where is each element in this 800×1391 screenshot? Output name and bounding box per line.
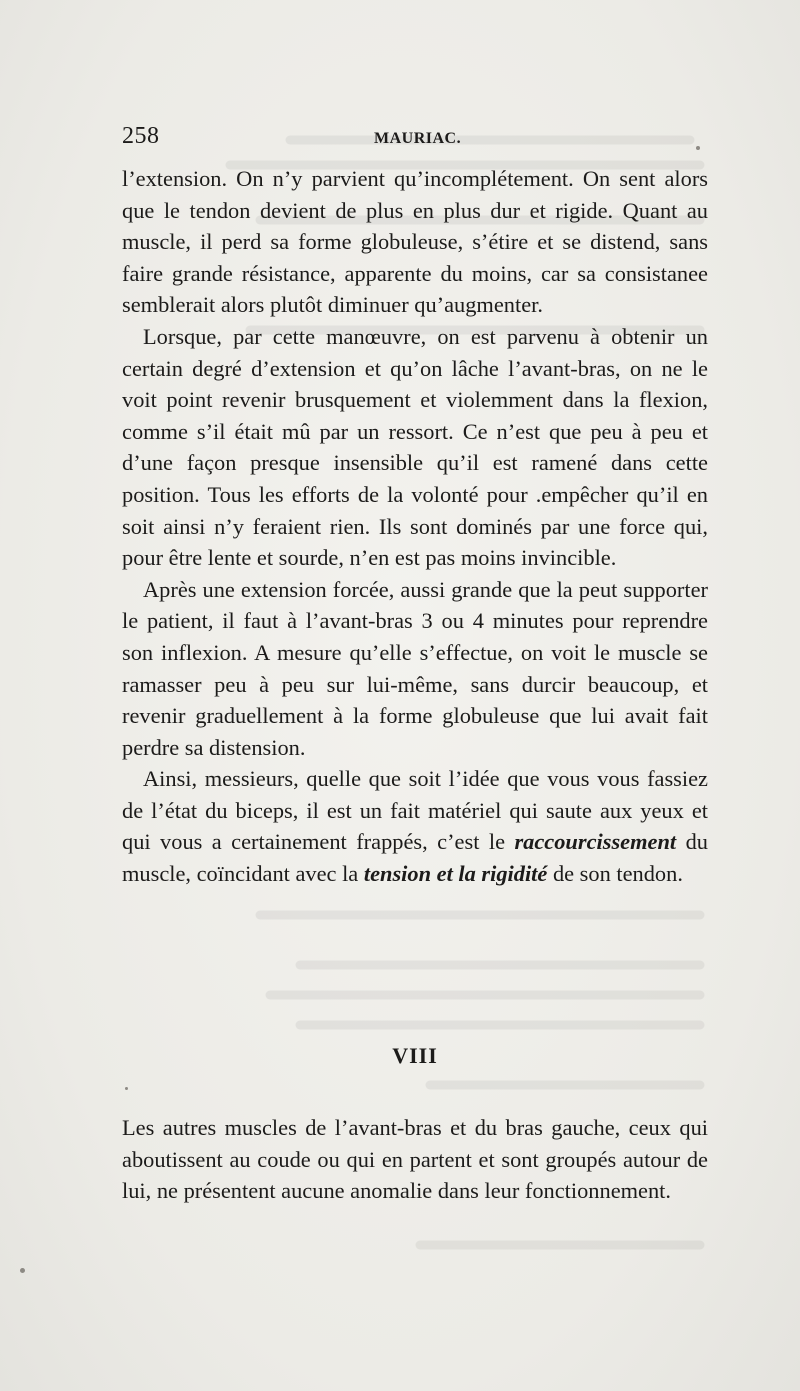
paper-speck	[696, 146, 700, 150]
emphasis-text: raccourcissement	[514, 829, 677, 855]
page-number: 258	[122, 123, 160, 149]
paragraph: Après une extension forcée, aussi grande que la peut supporter le patient, il faut à l’avant-bras 3 ou 4 minutes pour reprendre son inflexion. A mesure qu’elle s’effectue, on voit le muscle se ramasser peu à peu sur lui-même, sans durcir beaucoup, et revenir graduellement à la forme globuleuse que lui avait fait perdre sa distension.	[122, 576, 708, 760]
paper-speck	[125, 1087, 128, 1090]
running-title: MAURIAC.	[374, 130, 462, 147]
section-text	[122, 1112, 708, 1207]
paragraph	[122, 763, 708, 889]
paragraph: Lorsque, par cette manœuvre, on est parvenu à obtenir un certain degré d’extension et qu’on lâche l’avant-bras, on ne le voit point revenir brusquement et violemment dans la flexion, comme s’il était mû par un ressort. Ce n’est que peu à peu et d’une façon presque insensible qu’il est ramené dans cette position. Tous les efforts de la volonté pour .empêcher qu’il en soit ainsi n’y feraient rien. Ils sont dominés par une force qui, pour être lente et sourde, n’en est pas moins invincible.	[122, 323, 708, 571]
paper-speck	[20, 1268, 25, 1273]
paragraph: l’extension. On n’y parvient qu’incomplétement. On sent alors que le tendon devient de plus en plus dur et rigide. Quant au muscle, il perd sa forme globuleuse, s’étire et se distend, sans faire grande résistance, apparente du moins, car sa consistanee semblerait alors plutôt diminuer qu’augmenter.	[122, 166, 708, 318]
text-run: de son tendon.	[547, 861, 683, 887]
paragraph: Les autres muscles de l’avant-bras et du bras gauche, ceux qui aboutissent au coude ou qui en partent et sont groupés autour de lui, ne présentent aucune anomalie dans leur fonctionnement.	[122, 1115, 708, 1204]
page-header	[122, 123, 708, 153]
text-run: Ainsi, messieurs, quelle que soit l’idée que vous vous fassiez de l’état du biceps, il est un fait matériel qui saute aux yeux et qui vous a certainement frappés, c’est le	[122, 766, 708, 855]
emphasis-text: tension et la rigidité	[363, 861, 548, 887]
section-heading: VIII	[392, 1043, 438, 1068]
text-run: du muscle, coïncidant avec la	[122, 829, 708, 887]
main-text	[122, 163, 708, 890]
